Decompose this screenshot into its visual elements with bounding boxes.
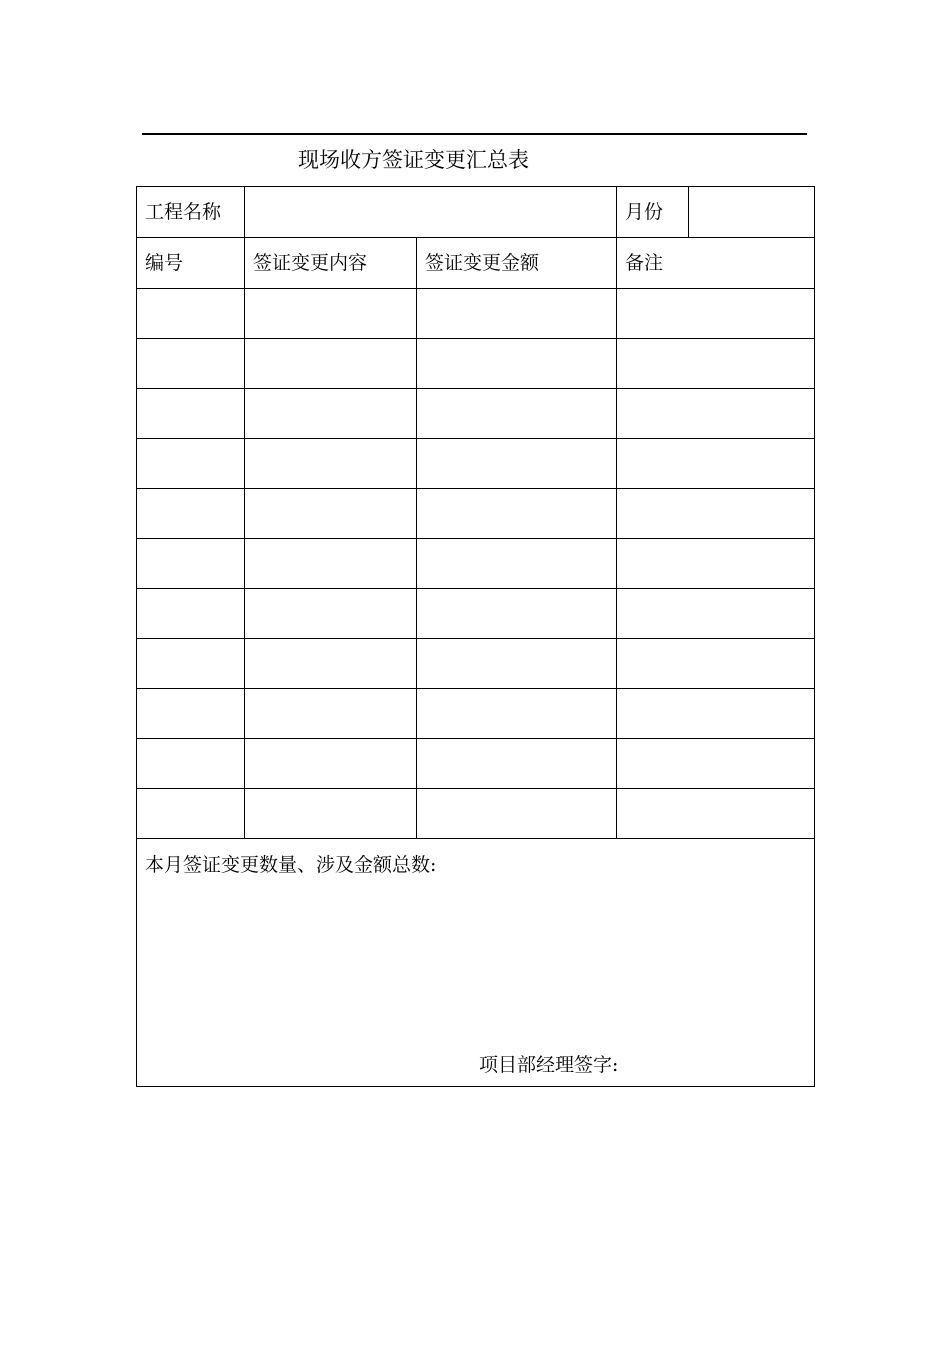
number-cell[interactable] — [137, 689, 245, 739]
amount-cell[interactable] — [417, 789, 617, 839]
table-row — [137, 689, 815, 739]
content-cell[interactable] — [245, 439, 417, 489]
content-cell[interactable] — [245, 489, 417, 539]
remark-cell[interactable] — [617, 639, 815, 689]
content-cell[interactable] — [245, 389, 417, 439]
month-label: 月份 — [617, 187, 689, 238]
remark-cell[interactable] — [617, 789, 815, 839]
amount-cell[interactable] — [417, 589, 617, 639]
content-cell[interactable] — [245, 289, 417, 339]
content-cell[interactable] — [245, 589, 417, 639]
amount-cell[interactable] — [417, 539, 617, 589]
table-row — [137, 789, 815, 839]
summary-label: 本月签证变更数量、涉及金额总数: — [145, 854, 437, 876]
remark-cell[interactable] — [617, 389, 815, 439]
number-cell[interactable] — [137, 739, 245, 789]
summary-cell[interactable] — [137, 839, 815, 1087]
table-row — [137, 439, 815, 489]
remark-cell[interactable] — [617, 289, 815, 339]
number-cell[interactable] — [137, 439, 245, 489]
top-rule — [142, 133, 807, 135]
number-cell[interactable] — [137, 789, 245, 839]
summary-form-table — [136, 186, 815, 1087]
table-row — [137, 389, 815, 439]
summary-row — [137, 839, 815, 1087]
number-cell[interactable] — [137, 339, 245, 389]
project-name-label: 工程名称 — [137, 187, 245, 238]
number-cell[interactable] — [137, 589, 245, 639]
table-row — [137, 639, 815, 689]
remark-cell[interactable] — [617, 689, 815, 739]
remark-cell[interactable] — [617, 339, 815, 389]
remark-cell[interactable] — [617, 739, 815, 789]
number-cell[interactable] — [137, 639, 245, 689]
number-cell[interactable] — [137, 289, 245, 339]
number-cell[interactable] — [137, 389, 245, 439]
table-row — [137, 289, 815, 339]
number-cell[interactable] — [137, 489, 245, 539]
column-header-row — [137, 238, 815, 289]
remark-cell[interactable] — [617, 489, 815, 539]
content-cell[interactable] — [245, 789, 417, 839]
content-cell[interactable] — [245, 639, 417, 689]
amount-cell[interactable] — [417, 339, 617, 389]
table-row — [137, 589, 815, 639]
remark-cell[interactable] — [617, 439, 815, 489]
content-cell[interactable] — [245, 739, 417, 789]
content-cell[interactable] — [245, 689, 417, 739]
table-row — [137, 339, 815, 389]
page-title: 现场收方签证变更汇总表 — [298, 148, 529, 172]
month-field[interactable] — [689, 187, 815, 238]
amount-cell[interactable] — [417, 489, 617, 539]
remark-cell[interactable] — [617, 539, 815, 589]
table-row — [137, 739, 815, 789]
table-row — [137, 539, 815, 589]
column-header-amount: 签证变更金额 — [417, 238, 617, 289]
content-cell[interactable] — [245, 339, 417, 389]
column-header-content: 签证变更内容 — [245, 238, 417, 289]
amount-cell[interactable] — [417, 289, 617, 339]
amount-cell[interactable] — [417, 439, 617, 489]
amount-cell[interactable] — [417, 689, 617, 739]
signature-label: 项目部经理签字: — [479, 1054, 619, 1076]
table-row — [137, 489, 815, 539]
column-header-remark: 备注 — [617, 238, 815, 289]
amount-cell[interactable] — [417, 639, 617, 689]
content-cell[interactable] — [245, 539, 417, 589]
project-info-row — [137, 187, 815, 238]
remark-cell[interactable] — [617, 589, 815, 639]
amount-cell[interactable] — [417, 739, 617, 789]
column-header-number: 编号 — [137, 238, 245, 289]
amount-cell[interactable] — [417, 389, 617, 439]
project-name-field[interactable] — [245, 187, 617, 238]
number-cell[interactable] — [137, 539, 245, 589]
